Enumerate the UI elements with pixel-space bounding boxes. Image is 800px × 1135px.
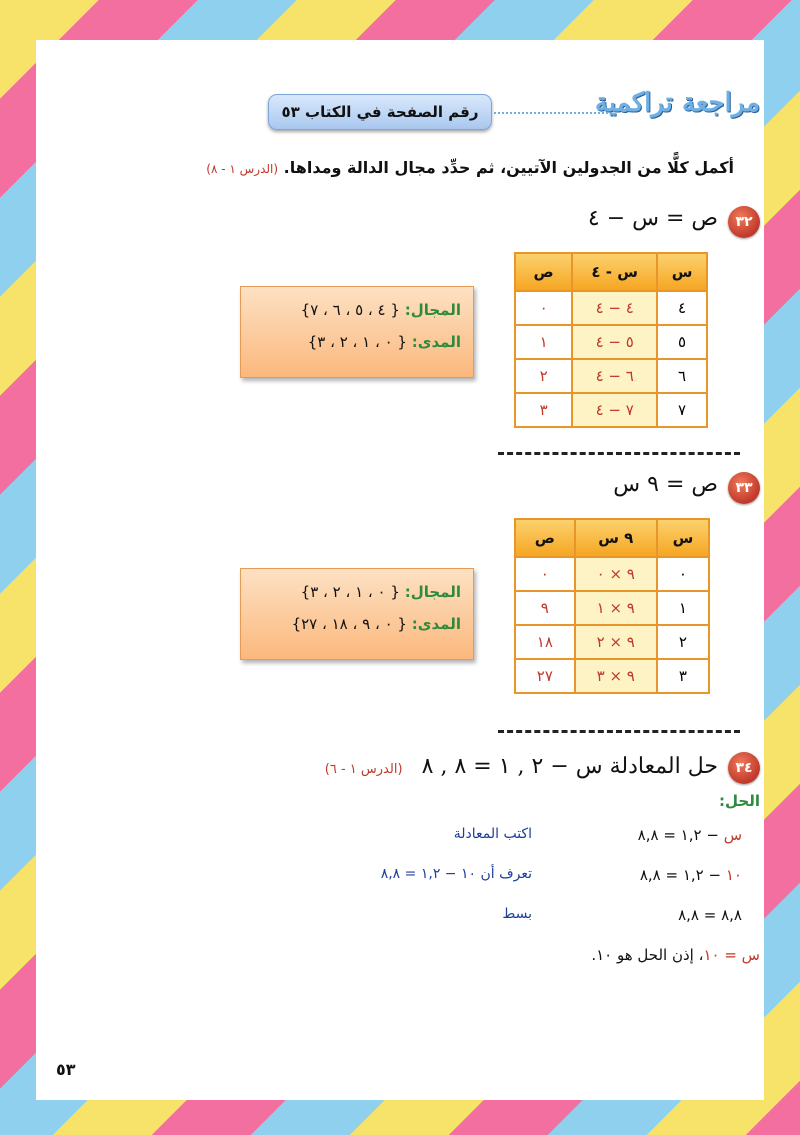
range-label: المدى: (411, 615, 461, 633)
table-header-rule: ٩ س (575, 519, 657, 557)
table-row (515, 659, 709, 693)
table-cell-rule: ٩ × ٢ (575, 625, 657, 659)
page-sheet (36, 40, 764, 1100)
table-cell-y: ٣ (515, 393, 572, 427)
solution-step-equation (640, 866, 742, 884)
table-row (515, 557, 709, 591)
step-expression: − ١,٢ = ٨,٨ (637, 826, 719, 844)
table-header-y: ص (515, 253, 572, 291)
instruction-text (206, 158, 734, 177)
table-header-row (515, 519, 709, 557)
table-row (515, 325, 707, 359)
table-row (515, 625, 709, 659)
section-title: مراجعة تراكمية (594, 88, 760, 118)
section-separator (498, 730, 740, 733)
table-cell-y: ٠ (515, 291, 572, 325)
book-page-ref-button[interactable]: رقم الصفحة في الكتاب ٥٣ (268, 94, 492, 130)
table-header-x: س (657, 253, 707, 291)
question-33-badge: ٣٣ (728, 472, 760, 504)
step-variable: س (723, 826, 742, 844)
table-cell-x: ٦ (657, 359, 707, 393)
domain-line (253, 583, 461, 601)
table-header-row (515, 253, 707, 291)
table-cell-y: ٢٧ (515, 659, 575, 693)
section-separator (498, 452, 740, 455)
table-cell-y: ١٨ (515, 625, 575, 659)
table-cell-y: ٠ (515, 557, 575, 591)
table-cell-x: ٣ (657, 659, 709, 693)
range-line (253, 333, 461, 351)
conclusion-text: ، إذن الحل هو ١٠. (591, 946, 704, 964)
range-line (253, 615, 461, 633)
solution-conclusion (591, 946, 760, 964)
solution-step-note: بسط (502, 906, 532, 922)
table-row (515, 393, 707, 427)
instruction-body: أكمل كلًّا من الجدولين الآتيين، ثم حدِّد مجال الدالة ومداها. (283, 158, 734, 177)
table-header-rule: س - ٤ (572, 253, 657, 291)
table-cell-rule: ٦ − ٤ (572, 359, 657, 393)
solution-step-equation (678, 906, 742, 924)
table-cell-x: ٧ (657, 393, 707, 427)
table-cell-rule: ٤ − ٤ (572, 291, 657, 325)
table-header-x: س (657, 519, 709, 557)
solution-label: الحل: (719, 792, 760, 810)
solution-step-equation (638, 826, 742, 844)
table-header-y: ص (515, 519, 575, 557)
table-cell-y: ٩ (515, 591, 575, 625)
question-32-table (514, 252, 708, 428)
question-33-table (514, 518, 710, 694)
instruction-lesson-ref: (الدرس ١ - ٨) (206, 162, 279, 176)
question-32-badge: ٣٢ (728, 206, 760, 238)
table-row (515, 359, 707, 393)
question-33-domain-range-box (240, 568, 474, 660)
step-variable: ١٠ (725, 866, 742, 884)
table-row (515, 291, 707, 325)
range-value: { ٠ ، ٩ ، ١٨ ، ٢٧} (291, 615, 407, 633)
question-34-badge: ٣٤ (728, 752, 760, 784)
range-label: المدى: (411, 333, 461, 351)
table-cell-x: ١ (657, 591, 709, 625)
question-34-line (325, 754, 718, 779)
question-32-equation: ص = س − ٤ (587, 206, 718, 231)
table-cell-y: ١ (515, 325, 572, 359)
table-cell-rule: ٩ × ١ (575, 591, 657, 625)
domain-label: المجال: (404, 583, 461, 601)
table-cell-rule: ٩ × ٣ (575, 659, 657, 693)
table-cell-x: ٤ (657, 291, 707, 325)
table-cell-rule: ٥ − ٤ (572, 325, 657, 359)
range-value: { ٠ ، ١ ، ٢ ، ٣} (307, 333, 407, 351)
step-expression: ٨,٨ = ٨,٨ (678, 906, 742, 924)
table-row (515, 591, 709, 625)
question-33-equation: ص = ٩ س (613, 472, 718, 497)
conclusion-variable: س = ١٠ (703, 946, 760, 964)
solution-step-note: اكتب المعادلة (453, 826, 532, 842)
domain-value: { ٠ ، ١ ، ٢ ، ٣} (300, 583, 400, 601)
table-cell-y: ٢ (515, 359, 572, 393)
page-number: ٥٣ (56, 1060, 76, 1079)
domain-line (253, 301, 461, 319)
table-cell-rule: ٧ − ٤ (572, 393, 657, 427)
table-cell-x: ٥ (657, 325, 707, 359)
domain-value: { ٤ ، ٥ ، ٦ ، ٧} (300, 301, 400, 319)
table-cell-rule: ٩ × ٠ (575, 557, 657, 591)
question-34-equation: حل المعادلة س − ٢ , ١ = ٨ , ٨ (421, 754, 718, 779)
question-34-lesson-ref: (الدرس ١ - ٦) (324, 762, 403, 777)
domain-label: المجال: (404, 301, 461, 319)
title-dotted-line (494, 112, 608, 114)
solution-step-note: تعرف أن ١٠ − ١,٢ = ٨,٨ (380, 866, 532, 882)
table-cell-x: ٠ (657, 557, 709, 591)
question-32-domain-range-box (240, 286, 474, 378)
step-expression: − ١,٢ = ٨,٨ (639, 866, 722, 884)
table-cell-x: ٢ (657, 625, 709, 659)
